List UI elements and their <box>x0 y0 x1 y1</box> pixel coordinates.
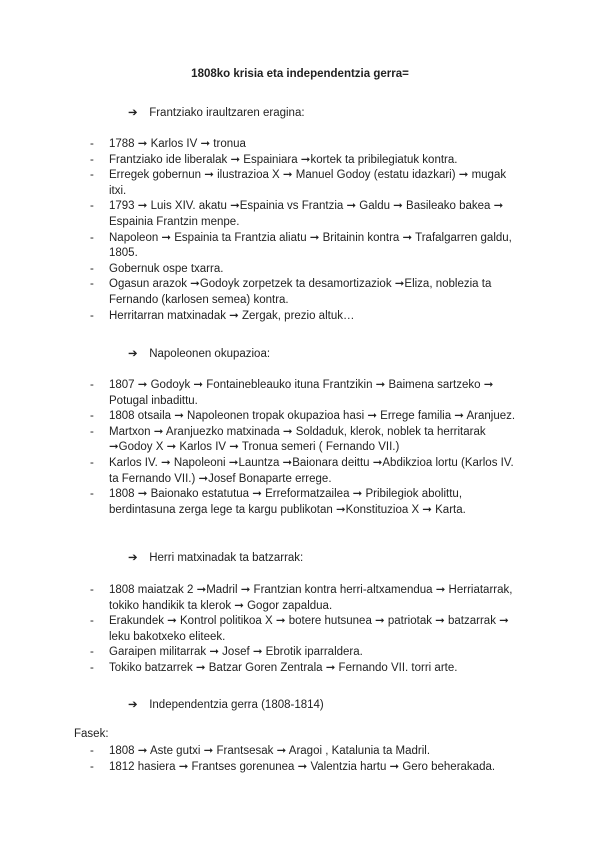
list-item: - 1788 ➞ Karlos IV ➞ tronua <box>90 137 520 153</box>
list-item: - Erregek gobernun ➞ ilustrazioa X ➞ Manuel Godoy (estatu idazkari) ➞ mugak itxi. <box>90 168 520 199</box>
section-heading-frantziako-iraultza <box>128 105 305 119</box>
section-heading-text: Herri matxinadak ta batzarrak: <box>149 552 304 564</box>
section-heading-text: Frantziako iraultzaren eragina: <box>149 107 305 119</box>
list-item: - 1808 ➞ Baionako estatutua ➞ Erreformatzailea ➞ Pribilegiok abolittu, berdintasuna zerga lege ta kargu publikotan ➞Konstituzioa X ➞ Karta. <box>90 487 520 518</box>
list-item: - 1808 maiatzak 2 ➞Madril ➞ Frantzian kontra herri-altxamendua ➞ Herriatarrak, tokiko handikik ta klerok ➞ Gogor zapaldua. <box>90 583 520 614</box>
list-item: - 1808 ➞ Aste gutxi ➞ Frantsesak ➞ Aragoi , Katalunia ta Madril. <box>90 744 520 760</box>
bullet-list-napoleonen-okupazioa <box>90 378 520 518</box>
list-item: - Herritarran matxinadak ➞ Zergak, prezio altuk… <box>90 309 520 325</box>
arrow-bullet-icon: ➔ <box>128 552 138 564</box>
list-item: - Erakundek ➞ Kontrol politikoa X ➞ botere hutsunea ➞ patriotak ➞ batzarrak ➞ leku bakotxeko eliteek. <box>90 614 520 645</box>
list-item: - Tokiko batzarrek ➞ Batzar Goren Zentrala ➞ Fernando VII. torri arte. <box>90 661 520 677</box>
list-item: - Frantziako ide liberalak ➞ Espainiara ➞kortek ta pribilegiatuk kontra. <box>90 153 520 169</box>
list-item: - Napoleon ➞ Espainia ta Frantzia aliatu ➞ Britainin kontra ➞ Trafalgarren galdu, 1805. <box>90 231 520 262</box>
bullet-list-herri-matxinadak <box>90 583 520 677</box>
list-item: - Karlos IV. ➞ Napoleoni ➞Launtza ➞Baionara deittu ➞Abdikzioa lortu (Karlos IV. ta Fernando VII.) ➞Josef Bonaparte errege. <box>90 456 520 487</box>
arrow-bullet-icon: ➔ <box>128 348 138 360</box>
list-item: - 1812 hasiera ➞ Frantses gorenunea ➞ Valentzia hartu ➞ Gero beherakada. <box>90 760 520 776</box>
bullet-list-fasek <box>90 744 520 775</box>
list-item: - 1808 otsaila ➞ Napoleonen tropak okupazioa hasi ➞ Errege familia ➞ Aranjuez. <box>90 409 520 425</box>
list-item: - Garaipen militarrak ➞ Josef ➞ Ebrotik iparraldera. <box>90 645 520 661</box>
section-heading-independentzia-gerra <box>128 697 324 711</box>
bullet-list-frantziako-iraultza <box>90 137 520 324</box>
section-heading-text: Napoleonen okupazioa: <box>149 348 271 360</box>
fasek-label: Fasek: <box>74 728 109 740</box>
arrow-bullet-icon: ➔ <box>128 699 138 711</box>
arrow-bullet-icon: ➔ <box>128 107 138 119</box>
list-item: - Ogasun arazok ➞Godoyk zorpetzek ta desamortizaziok ➞Eliza, noblezia ta Fernando (karlosen semea) kontra. <box>90 277 520 308</box>
section-heading-napoleonen-okupazioa <box>128 346 270 360</box>
list-item: - 1807 ➞ Godoyk ➞ Fontainebleauko ituna Frantzikin ➞ Baimena sartzeko ➞ Potugal inbadittu. <box>90 378 520 409</box>
list-item: - 1793 ➞ Luis XIV. akatu ➞Espainia vs Frantzia ➞ Galdu ➞ Basileako bakea ➞ Espainia Frantzin menpe. <box>90 199 520 230</box>
list-item: - Gobernuk ospe txarra. <box>90 262 520 278</box>
list-item: - Martxon ➞ Aranjuezko matxinada ➞ Soldaduk, klerok, noblek ta herritarak ➞Godoy X ➞ Karlos IV ➞ Tronua semeri ( Fernando VII.) <box>90 425 520 456</box>
section-heading-text: Independentzia gerra (1808-1814) <box>149 699 324 711</box>
page-title: 1808ko krisia eta independentzia gerra= <box>191 68 409 80</box>
section-heading-herri-matxinadak <box>128 550 303 564</box>
